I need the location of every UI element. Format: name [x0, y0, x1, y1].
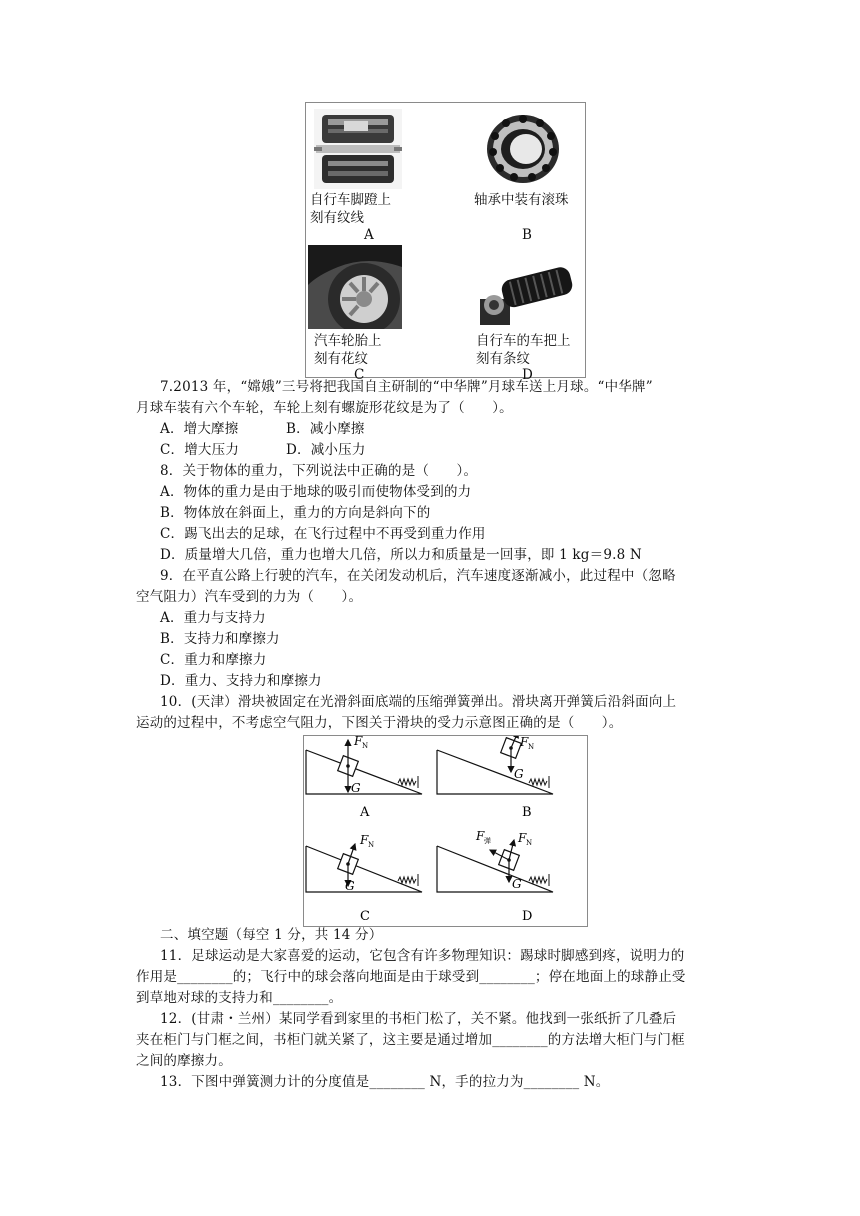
caption-d-letter: D: [522, 367, 533, 383]
spring-sub-d: 弹: [484, 837, 491, 845]
q12-line1: 12．(甘肃・兰州）某同学看到家里的书柜门松了，关不紧。他找到一张纸折了几叠后: [160, 1011, 677, 1027]
letter-d: D: [522, 909, 533, 924]
bearing-photo: [478, 105, 568, 187]
caption-a-line1: 自行车脚蹬上: [310, 192, 391, 208]
incline-a: [306, 750, 422, 794]
q8-option-c: C．踢飞出去的足球，在飞行过程中不再受到重力作用: [160, 526, 486, 542]
q13-line1: 13．下图中弹簧测力计的分度值是________ N，手的拉力为________ N。: [160, 1074, 610, 1090]
letter-c: C: [360, 909, 370, 924]
q9-option-c: C．重力和摩擦力: [160, 652, 267, 668]
g-label-a: G: [351, 781, 361, 795]
caption-a-line2: 刻有纹线: [310, 210, 364, 226]
q8-option-d: D．质量增大几倍，重力也增大几倍，所以力和质量是一回事，即 1 kg＝9.8 N: [160, 547, 642, 563]
q12-line2: 夹在柜门与门框之间，书柜门就关紧了，这主要是通过增加________的方法增大柜门与门框: [136, 1032, 685, 1048]
panel-c: [306, 833, 422, 924]
q11-line3: 到草地对球的支持力和________。: [136, 990, 343, 1006]
letter-b: B: [522, 805, 532, 820]
letter-a: A: [360, 805, 370, 820]
fn-sub-a: N: [362, 742, 369, 750]
q9-line2: 空气阻力）汽车受到的力为（ ）。: [136, 589, 363, 605]
pedal-photo: [314, 109, 402, 189]
g-label-b: G: [514, 767, 524, 781]
caption-a-letter: A: [364, 227, 374, 243]
panel-d: [437, 829, 553, 924]
fn-label-c: F: [360, 833, 369, 847]
g-label-c: G: [345, 879, 355, 893]
caption-c-line2: 刻有花纹: [314, 351, 368, 367]
q9-option-b: B．支持力和摩擦力: [160, 631, 280, 647]
friction-examples-figure: [305, 102, 586, 383]
incline-b: [437, 750, 553, 794]
handlebar-photo: [478, 255, 576, 329]
q8-option-a: A．物体的重力是由于地球的吸引而使物体受到的力: [160, 484, 472, 500]
q11-line2: 作用是________的；飞行中的球会落向地面是由于球受到________；停在地面上的球静止受: [136, 969, 686, 985]
panel-b: [437, 736, 553, 820]
fn-label-a: F: [354, 736, 363, 748]
q7-option-d: D．减小压力: [286, 442, 366, 458]
q7-option-b: B．减小摩擦: [286, 421, 365, 437]
q8-stem: 8．关于物体的重力，下列说法中正确的是（ ）。: [160, 463, 478, 479]
caption-d-line2: 刻有条纹: [476, 351, 530, 367]
spring-label-d: F: [476, 829, 485, 843]
q10-line1: 10．(天津）滑块被固定在光滑斜面底端的压缩弹簧弹出。滑块离开弹簧后沿斜面向上: [160, 694, 677, 710]
caption-d-line1: 自行车的车把上: [476, 333, 571, 349]
fn-label-b: F: [520, 736, 529, 749]
incline-c: [306, 846, 422, 892]
caption-b-line1: 轴承中装有滚珠: [474, 192, 569, 208]
fn-label-d: F: [518, 831, 527, 845]
g-label-d: G: [512, 877, 522, 891]
q9-option-d: D．重力、支持力和摩擦力: [160, 673, 322, 689]
tire-photo: [308, 245, 402, 329]
fn-sub-b: N: [528, 743, 535, 751]
q7-line1: 7.2013 年，“嫦娥”三号将把我国自主研制的“中华牌”月球车送上月球。“中华牌”: [160, 379, 653, 395]
section-heading: 二、填空题（每空 1 分，共 14 分）: [160, 927, 383, 943]
q7-option-c: C．增大压力: [160, 442, 240, 458]
q8-option-b: B．物体放在斜面上，重力的方向是斜向下的: [160, 505, 431, 521]
q12-line3: 之间的摩擦力。: [136, 1053, 232, 1069]
q7-option-a: A．增大摩擦: [160, 421, 239, 437]
q10-line2: 运动的过程中，不考虑空气阻力，下图关于滑块的受力示意图正确的是（ ）。: [136, 715, 623, 731]
q9-option-a: A．重力与支持力: [160, 610, 266, 626]
q7-line2: 月球车装有六个车轮，车轮上刻有螺旋形花纹是为了（ ）。: [136, 400, 513, 416]
caption-c-line1: 汽车轮胎上: [314, 333, 382, 349]
incline-force-figure: [303, 735, 588, 927]
caption-b-letter: B: [522, 227, 532, 243]
panel-a: [306, 736, 422, 820]
q11-line1: 11．足球运动是大家喜爱的运动，它包含有许多物理知识：踢球时脚感到疼，说明力的: [160, 948, 685, 964]
fn-sub-d: N: [526, 839, 533, 847]
fn-sub-c: N: [368, 841, 375, 849]
caption-c-letter: C: [354, 367, 365, 383]
q9-line1: 9．在平直公路上行驶的汽车，在关闭发动机后，汽车速度逐渐减小，此过程中（忽略: [160, 568, 676, 584]
